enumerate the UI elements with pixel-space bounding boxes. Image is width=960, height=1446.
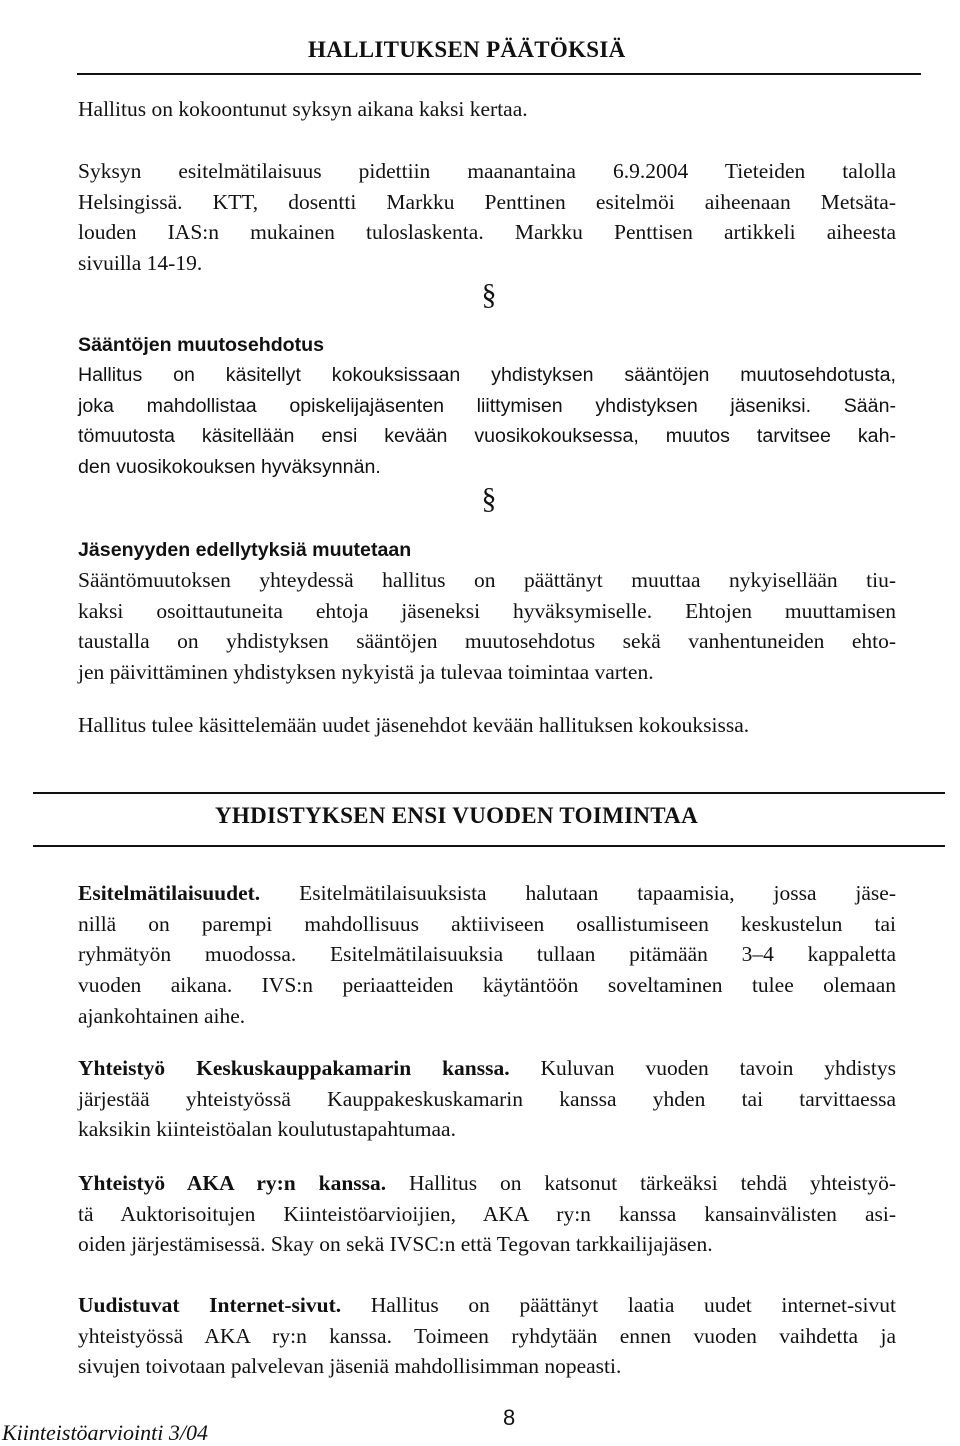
membership-heading: Jäsenyyden edellytyksiä muutetaan [78, 539, 412, 561]
seminar-line: Syksyn esitelmätilaisuus pidettiin maanantaina 6.9.2004 Tieteiden talolla [78, 159, 896, 183]
membership-closing: Hallitus tulee käsittelemään uudet jäsenehdot kevään hallituksen kokouksissa. [78, 713, 750, 737]
activity-line: vuoden aikana. IVS:n periaatteiden käytäntöön soveltaminen tulee olemaan [78, 973, 896, 998]
section-title-board-decisions: HALLITUKSEN PÄÄTÖKSIÄ [308, 37, 626, 62]
membership-line: taustalla on yhdistyksen sääntöjen muutosehdotus sekä vanhentuneiden ehto- [78, 629, 896, 654]
section2-top-rule [33, 792, 945, 794]
page-number: 8 [503, 1405, 516, 1430]
seminar-paragraph [78, 156, 896, 279]
membership-line: Sääntömuutoksen yhteydessä hallitus on päättänyt muuttaa nykyisellään tiu- [78, 568, 896, 592]
section-sign-1: § [481, 278, 497, 311]
section-title-next-year: YHDISTYKSEN ENSI VUODEN TOIMINTAA [215, 803, 699, 828]
activity-item-website [78, 1290, 896, 1382]
activity-line: järjestää yhteistyössä Kauppakeskuskamarin kanssa yhden tai tarvittaessa [78, 1086, 896, 1111]
activity-line: yhteistyössä AKA ry:n kanssa. Toimeen ryhdytään ennen vuoden vaihdetta ja [78, 1323, 896, 1348]
activity-item-aka [78, 1168, 896, 1260]
activity-item-seminars [78, 878, 896, 1032]
activity-text: Esitelmätilaisuuksista halutaan tapaamisia, jossa jäse- [260, 881, 896, 905]
activity-line: oiden järjestämisessä. Skay on sekä IVSC:n että Tegovan tarkkailijajäsen. [78, 1232, 713, 1257]
activity-line: tä Auktorisoitujen Kiinteistöarvioijien, AKA ry:n kanssa kansainvälisten asi- [78, 1201, 896, 1226]
rules-change-line: Hallitus on käsitellyt kokouksissaan yhdistyksen sääntöjen muutosehdotusta, [78, 364, 896, 387]
seminar-line: Helsingissä. KTT, dosentti Markku Penttinen esitelmöi aiheenaan Metsäta- [78, 189, 896, 214]
membership-closing-paragraph [78, 710, 896, 741]
activity-line: sivujen toivotaan palvelevan jäseniä mahdollisimman nopeasti. [78, 1354, 622, 1379]
membership-line: kaksi osoittautuneita ehtoja jäseneksi hyväksymiselle. Ehtojen muuttamisen [78, 598, 896, 623]
intro-paragraph [78, 94, 896, 125]
publication-name: Kiinteistöarviointi 3/04 [2, 1420, 208, 1445]
activity-line: nillä on parempi mahdollisuus aktiiviseen osallistumiseen keskustelun tai [78, 911, 896, 936]
activity-line: ryhmätyön muodossa. Esitelmätilaisuuksia tullaan pitämään 3–4 kappaletta [78, 942, 896, 967]
intro-text: Hallitus on kokoontunut syksyn aikana kaksi kertaa. [78, 97, 528, 121]
activity-text: Hallitus on päättänyt laatia uudet internet-sivut [341, 1293, 896, 1317]
membership-paragraph [78, 535, 896, 565]
activity-lead: Yhteistyö Keskuskauppakamarin kanssa. [78, 1056, 510, 1080]
rules-change-heading: Sääntöjen muutosehdotus [78, 334, 325, 356]
activity-lead: Uudistuvat Internet-sivut. [78, 1293, 342, 1317]
seminar-line: sivuilla 14-19. [78, 251, 203, 276]
rules-change-line: joka mahdollistaa opiskelijajäsenten liittymisen yhdistyksen jäseniksi. Sään- [78, 394, 896, 417]
section-sign-2: § [481, 482, 497, 515]
membership-line: jen päivittäminen yhdistyksen nykyistä ja tulevaa toimintaa varten. [78, 660, 654, 685]
activity-lead: Yhteistyö AKA ry:n kanssa. [78, 1171, 387, 1195]
seminar-line: louden IAS:n mukainen tuloslaskenta. Markku Penttisen artikkeli aiheesta [78, 220, 896, 245]
activity-lead: Esitelmätilaisuudet. [78, 881, 261, 905]
rules-change-paragraph [78, 330, 896, 482]
section2-bottom-rule [33, 845, 945, 847]
activity-text: Kuluvan vuoden tavoin yhdistys [509, 1056, 896, 1080]
activity-line: ajankohtainen aihe. [78, 1003, 246, 1028]
rules-change-line: den vuosikokouksen hyväksynnän. [78, 455, 381, 478]
title-underline [77, 73, 921, 75]
activity-line: kaksikin kiinteistöalan koulutustapahtumaa. [78, 1117, 456, 1142]
membership-body [78, 565, 896, 688]
activity-text: Hallitus on katsonut tärkeäksi tehdä yhteistyö- [386, 1171, 896, 1195]
activity-item-chamber [78, 1053, 896, 1145]
rules-change-line: tömuutosta käsitellään ensi kevään vuosikokouksessa, muutos tarvitsee kah- [78, 425, 896, 448]
